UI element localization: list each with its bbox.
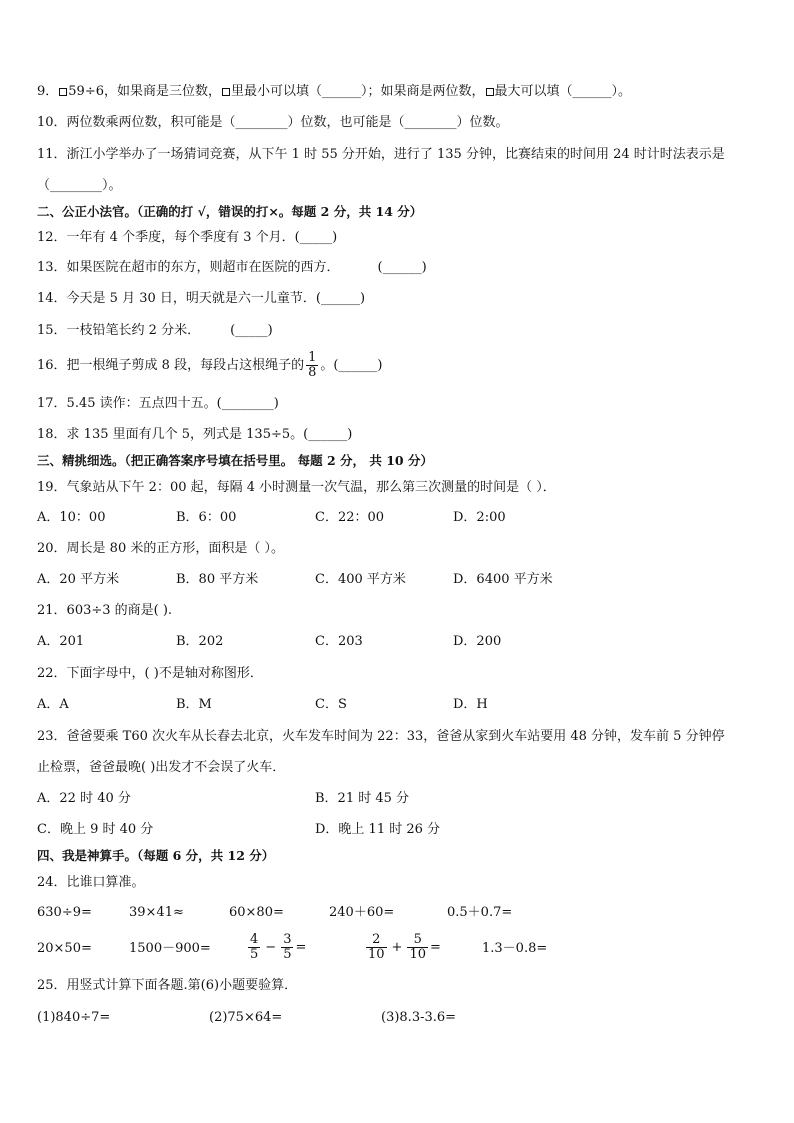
operator: + — [391, 940, 403, 955]
q19-option-d: D．2:00 — [453, 510, 506, 525]
question-24: 24．比谁口算准。 — [37, 875, 145, 890]
q20-option-c: C．400 平方米 — [315, 572, 406, 587]
numerator: 3 — [283, 932, 292, 947]
operator: − — [265, 940, 277, 955]
fraction — [366, 933, 387, 962]
calc-item: 630÷9= — [37, 905, 92, 920]
q13-text: 13．如果医院在超市的东方，则超市在医院的西方． — [37, 260, 340, 275]
q22-option-b: B．M — [176, 697, 212, 712]
equals-sign: = — [430, 940, 441, 955]
denominator: 8 — [308, 365, 317, 380]
fraction-calc-1 — [246, 928, 306, 968]
question-9 — [37, 83, 631, 101]
q20-option-b: B．80 平方米 — [176, 572, 259, 587]
question-22: 22．下面字母中，( )不是轴对称图形． — [37, 666, 263, 681]
question-11-cont: （________）。 — [37, 178, 122, 193]
question-15 — [37, 322, 273, 340]
blank-square-icon — [222, 88, 230, 96]
q23-option-b: B．21 时 45 分 — [315, 791, 410, 806]
q20-option-a: A．20 平方米 — [37, 572, 120, 587]
calc-item: 1.3－0.8= — [482, 941, 548, 956]
question-11: 11．浙江小学举办了一场猜词竞赛，从下午 1 时 55 分开始，进行了 135 分钟，比赛结束的时间用 24 时计时法表示是 — [37, 147, 725, 162]
q22-option-a: A．A — [37, 697, 69, 712]
q22-option-c: C．S — [315, 697, 347, 712]
question-23: 23．爸爸要乘 T60 次火车从长春去北京，火车发车时间为 22：33，爸爸从家到火车站要用 48 分钟，发车前 5 分钟停 — [37, 729, 725, 744]
q25-item-3: (3)8.3-3.6= — [381, 1010, 457, 1025]
question-16 — [37, 350, 383, 382]
fraction — [281, 933, 293, 962]
denominator: 5 — [250, 947, 259, 962]
q16-blank: 。(______) — [320, 358, 383, 373]
q13-blank: (______) — [377, 260, 427, 275]
calc-item: 60×80= — [229, 905, 284, 920]
q21-option-b: B．202 — [176, 634, 224, 649]
numerator: 2 — [366, 933, 387, 948]
numerator: 4 — [250, 932, 259, 947]
denominator: 10 — [409, 947, 426, 962]
calc-item: 1500－900= — [129, 941, 211, 956]
question-13 — [37, 259, 427, 277]
numerator: 5 — [407, 933, 428, 948]
fraction — [306, 351, 318, 380]
question-23-cont: 止检票，爸爸最晚( )出发才不会误了火车． — [37, 760, 286, 775]
denominator: 5 — [283, 947, 292, 962]
fraction — [407, 933, 428, 962]
q9-number: 9． — [37, 84, 59, 99]
q25-item-2: (2)75×64= — [209, 1010, 283, 1025]
section-3-heading: 三、精挑细选。（把正确答案序号填在括号里。 每题 2 分， 共 10 分） — [37, 453, 433, 468]
q15-text: 15．一枝铅笔长约 2 分米． — [37, 323, 201, 338]
calc-item: 0.5＋0.7= — [447, 905, 513, 920]
question-12: 12．一年有 4 个季度，每个季度有 3 个月．(_____) — [37, 230, 338, 245]
calc-item: 20×50= — [37, 941, 92, 956]
q19-option-b: B．6：00 — [176, 510, 237, 525]
q21-option-c: C．203 — [315, 634, 363, 649]
q15-blank: (_____) — [230, 323, 273, 338]
question-10: 10．两位数乘两位数，积可能是（________）位数，也可能是（________）位数。 — [37, 115, 509, 130]
q9-text-3: 最大可以填（______）。 — [494, 84, 632, 99]
question-25: 25．用竖式计算下面各题.第(6)小题要验算． — [37, 978, 298, 993]
q22-option-d: D．H — [453, 697, 488, 712]
fraction — [248, 933, 260, 962]
section-2-heading: 二、公正小法官。（正确的打 √，错误的打×。每题 2 分，共 14 分） — [37, 204, 423, 219]
q19-option-a: A．10：00 — [37, 510, 106, 525]
blank-square-icon — [59, 88, 67, 96]
question-21: 21．603÷3 的商是( ). — [37, 603, 173, 618]
question-19: 19．气象站从下午 2：00 起，每隔 4 小时测量一次气温，那么第三次测量的时间是（ ）． — [37, 480, 556, 495]
calc-item: 39×41≈ — [129, 905, 184, 920]
denominator: 10 — [368, 947, 385, 962]
question-20: 20．周长是 80 米的正方形，面积是（ ）。 — [37, 541, 284, 556]
q20-option-d: D．6400 平方米 — [453, 572, 553, 587]
question-17: 17．5.45 读作：五点四十五。(________) — [37, 396, 279, 411]
q23-option-c: C．晚上 9 时 40 分 — [37, 822, 154, 837]
section-4-heading: 四、我是神算手。（每题 6 分，共 12 分） — [37, 848, 275, 863]
q19-option-c: C．22：00 — [315, 510, 385, 525]
q21-option-d: D．200 — [453, 634, 502, 649]
q16-text: 16．把一根绳子剪成 8 段，每段占这根绳子的 — [37, 358, 305, 373]
question-14: 14．今天是 5 月 30 日，明天就是六一儿童节．(______) — [37, 291, 366, 306]
question-18: 18．求 135 里面有几个 5，列式是 135÷5。(______) — [37, 427, 353, 442]
q25-item-1: (1)840÷7= — [37, 1010, 111, 1025]
q21-option-a: A．201 — [37, 634, 85, 649]
q23-option-d: D．晚上 11 时 26 分 — [315, 822, 441, 837]
numerator: 1 — [308, 350, 317, 365]
fraction-calc-2 — [364, 928, 441, 968]
q23-option-a: A．22 时 40 分 — [37, 791, 131, 806]
equals-sign: = — [295, 940, 307, 955]
calc-item: 240＋60= — [329, 905, 395, 920]
q9-text-2: 里最小可以填（______）；如果商是两位数， — [231, 84, 485, 99]
q9-text-1: 59÷6，如果商是三位数， — [68, 84, 221, 99]
blank-square-icon — [486, 88, 494, 96]
